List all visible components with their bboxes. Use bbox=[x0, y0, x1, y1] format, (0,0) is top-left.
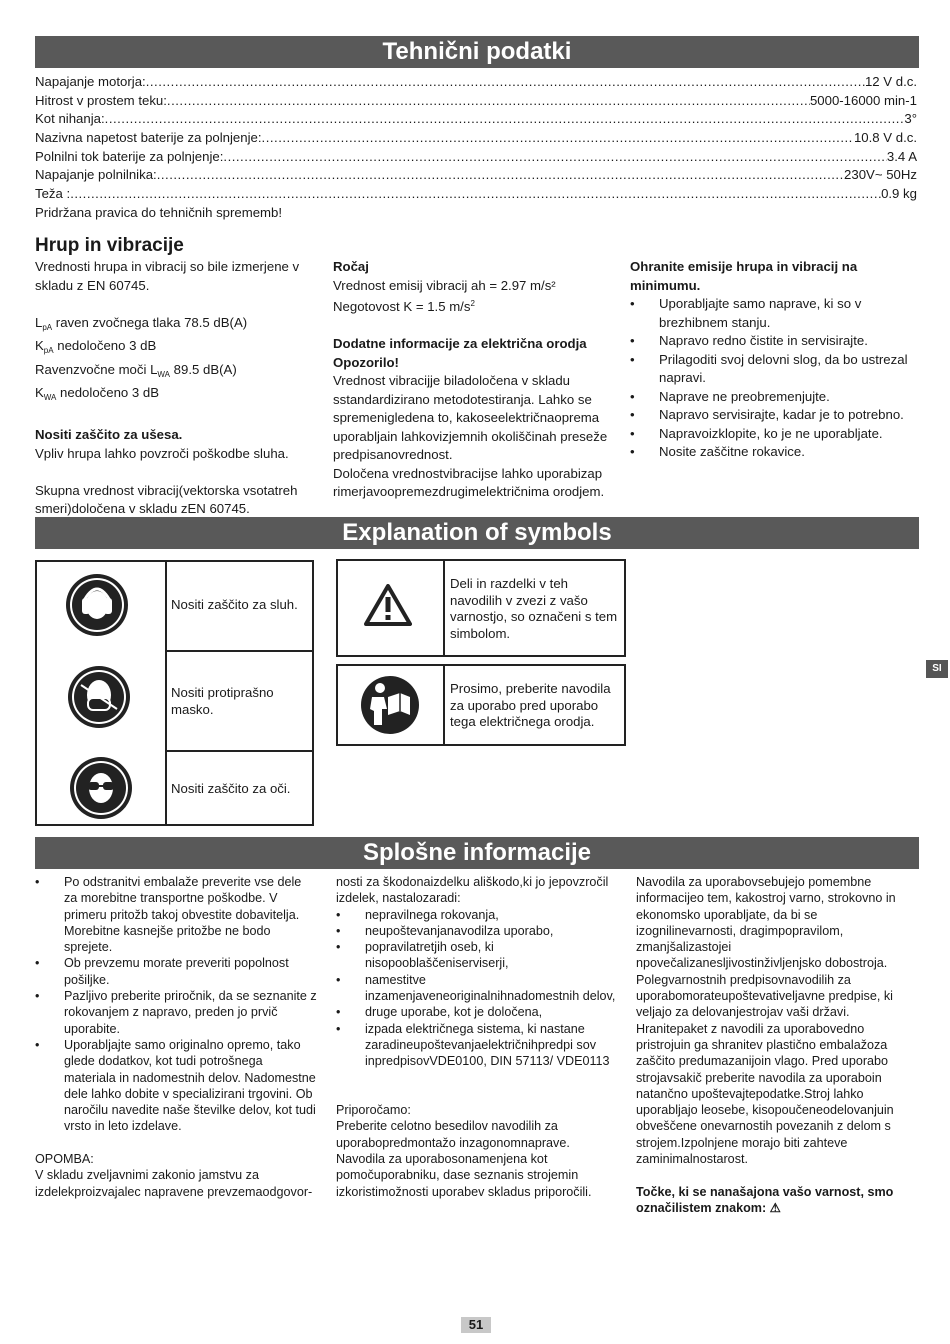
symbol-mask-text: Nositi protiprašno masko. bbox=[171, 685, 274, 717]
list-item: • Ob prevzemu morate preveriti popolnost pošiljke. bbox=[35, 955, 317, 988]
section-title-symbols: Explanation of symbols bbox=[35, 517, 919, 549]
spec-row bbox=[35, 166, 917, 185]
handle-heading: Ročaj bbox=[333, 259, 369, 274]
general-list bbox=[35, 874, 317, 1135]
keep-list bbox=[630, 295, 920, 462]
list-item: • namestitve inzamenjaveneoriginalnihnadomestnih delov, bbox=[336, 972, 620, 1005]
spec-value: 3.4 A bbox=[886, 148, 917, 164]
kwa-line: $K_{WA}$ nedoločeno 3 dB bbox=[35, 385, 160, 402]
list-item: • neupoštevanjanavodilza uporabo, bbox=[336, 923, 620, 939]
handle-uncertainty: Negotovost K = 1.5 $m/s^2$ bbox=[333, 299, 475, 314]
spec-note bbox=[35, 204, 917, 223]
spec-list bbox=[35, 73, 917, 223]
ear-protection-icon bbox=[65, 573, 129, 637]
warranty-list bbox=[336, 907, 620, 1070]
list-item: • Napravoizklopite, ko je ne uporabljate. bbox=[630, 425, 920, 444]
handle-column bbox=[333, 258, 623, 502]
noise-intro: Vrednosti hrupa in vibracij so bile izmerjene v skladu z EN 60745. bbox=[35, 259, 300, 293]
list-item: • Nosite zaščitne rokavice. bbox=[630, 443, 920, 462]
symbol-eye-text: Nositi zaščito za oči. bbox=[171, 781, 291, 796]
symbol-ear-text: Nositi zaščito za sluh. bbox=[171, 597, 298, 612]
determined-text: Določena vrednostvibracijse lahko uporabizap rimerjavoopremezdrugimelektričnima orodjem. bbox=[333, 465, 605, 499]
list-item: • popravilatretjih oseb, ki nisopooblaščeniserviserji, bbox=[336, 939, 620, 972]
total-vibration-text: Skupna vrednost vibracij(vektorska vsotatreh smeri)določena v skladu zEN 60745. bbox=[35, 482, 298, 516]
list-item: • izpada električnega sistema, ki nastane zaradineupoštevanjaelektričnihpredpi sov inpredpisovVDE0100, DIN 57113/ VDE0113 bbox=[336, 1021, 620, 1070]
ear-protection-text: Vpliv hrupa lahko povzroči poškodbe sluha. bbox=[35, 445, 289, 461]
spec-label: Teža : bbox=[35, 186, 71, 202]
spec-value: 0.9 kg bbox=[881, 186, 917, 202]
safety-marker-text: Točke, ki se nanašajona vašo varnost, smo označilistem znakom: ⚠ bbox=[636, 1184, 894, 1215]
spec-label: Napajanje polnilnika: bbox=[35, 167, 157, 183]
list-item: • nepravilnega rokovanja, bbox=[336, 907, 620, 923]
kpa-line: $K_{pA}$ nedoločeno 3 dB bbox=[35, 338, 157, 355]
spec-label: Nazivna napetost baterije za polnjenje: bbox=[35, 130, 262, 146]
spec-value: 10.8 V d.c. bbox=[853, 130, 917, 146]
general-column-2 bbox=[336, 874, 620, 1200]
keep-heading: Ohranite emisije hrupa in vibracij na minimumu. bbox=[630, 259, 858, 293]
page-number: 51 bbox=[461, 1317, 491, 1333]
spec-row bbox=[35, 185, 917, 204]
keep-column bbox=[630, 258, 920, 462]
spec-value: 3° bbox=[904, 111, 917, 127]
list-item: • Napravo redno čistite in servisirajte. bbox=[630, 332, 920, 351]
list-item: • Uporabljajte samo naprave, ki so v brezhibnem stanju. bbox=[630, 295, 920, 332]
noise-column bbox=[35, 234, 320, 519]
spec-row bbox=[35, 129, 917, 148]
list-item: • Pazljivo preberite priročnik, da se seznanite z rokovanjem z napravo, preden jo prvič uporabite. bbox=[35, 988, 317, 1037]
list-item: • Napravo servisirajte, kadar je to potrebno. bbox=[630, 406, 920, 425]
spec-row bbox=[35, 73, 917, 92]
warning-heading: Opozorilo! bbox=[333, 354, 399, 370]
info-heading: Dodatne informacije za električna orodja bbox=[333, 336, 587, 351]
spec-value: 12 V d.c. bbox=[864, 74, 917, 89]
spec-label: Kot nihanja: bbox=[35, 111, 105, 127]
recommend-text: Preberite celotno besedilov navodilih za uporabopredmontažo inzagonomnaprave. Navodila za uporabosonamenjena kot pomočuporabniku, dase seznanis strojemin izkoristimožnosti uporabev skladus priporočili. bbox=[336, 1119, 592, 1199]
lpa-line: $L_{pA}$ raven zvočnega tlaka 78.5 dB(A) bbox=[35, 314, 248, 332]
language-tab: SI bbox=[926, 660, 948, 678]
spec-row bbox=[35, 92, 917, 111]
section-title-general: Splošne informacije bbox=[35, 837, 919, 869]
eye-protection-icon bbox=[69, 756, 133, 820]
spec-value: 5000-16000 min-1 bbox=[809, 92, 917, 108]
spec-row bbox=[35, 148, 917, 167]
section-title-tech: Tehnični podatki bbox=[35, 36, 919, 68]
note-heading: OPOMBA: bbox=[35, 1152, 94, 1167]
warning-text: Vrednost vibracijje biladoločena v skladu sstandardizirano metodotestiranja. Lahko se spremenigledena to, kakoseelektričnaoprema uporabljain lahkovizjemnih okoliščinah preseže predpisanovrednost. bbox=[333, 373, 608, 462]
list-item: • Naprave ne preobremenjujte. bbox=[630, 388, 920, 407]
read-manual-icon bbox=[360, 675, 420, 735]
list-item: • Po odstranitvi embalaže preverite vse dele za morebitne transportne poškodbe. V primeru pritožb takoj obvestite dobavitelja. Morebitne kasnejše pritožbe ne bodo sprejete. bbox=[35, 874, 317, 955]
list-item: • Prilagoditi svoj delovni slog, da bo ustrezal napravi. bbox=[630, 351, 920, 388]
spec-label: Polnilni tok baterije za polnjenje: bbox=[35, 148, 224, 164]
list-item: • Uporabljajte samo originalno opremo, tako glede dodatkov, kot tudi potrošnega materiala in nadomestnih delov. Nadomestne dele lahko dobite v specializirani trgovini. Ob naročilu navedite naše številke delov, kot tudi vrsto in leto izdelave. bbox=[35, 1037, 317, 1135]
spec-note-text: Pridržana pravica do tehničnih sprememb! bbox=[35, 204, 283, 220]
spec-label: Hitrost v prostem teku: bbox=[35, 92, 167, 108]
symbol-warning-text: Deli in razdelki v teh navodilih v zvezi z vašo varnostjo, so označeni s tem simbolom. bbox=[450, 576, 618, 641]
spec-value: 230V~ 50Hz bbox=[844, 167, 917, 183]
handle-emission: Vrednost emisij vibracij ah = 2.97 m/s² bbox=[333, 277, 556, 293]
recommend-heading: Priporočamo: bbox=[336, 1103, 411, 1118]
spec-label: Napajanje motorja: bbox=[35, 74, 146, 89]
note-text: V skladu zveljavnimi zakonio jamstvu za izdelekproizvajalec napravene prevzemaodgovor- bbox=[35, 1168, 313, 1199]
symbol-manual-text: Prosimo, preberite navodila za uporabo pred uporabo tega električnega orodja. bbox=[450, 681, 611, 729]
warranty-intro: nosti za škodonaizdelku ališkodo,ki jo jepovzročil izdelek, nastalozaradi: bbox=[336, 875, 609, 906]
noise-heading: Hrup in vibracije bbox=[35, 235, 184, 256]
list-item: • druge uporabe, kot je določena, bbox=[336, 1004, 620, 1020]
spec-row bbox=[35, 110, 917, 129]
manual-info-text: Navodila za uporabovsebujejo pomembne informacijeo tem, kakostroj varno, strokovno in ekonomsko uporabljate, da bi se izognilinevarnosti, dragimpopravilom, zmanjšalizastojei npovečalizanesljivostinživljenjsko dobostroja. Polegvarnostnih predpisovnavodilih za uporabomorateupoštevativeljavne predpise, ki veljajo za delovanjestrojav vaši državi. Hranitepaket z navodili za uporabovedno pristrojuin ga shranitev plastično embalažoza zaščito predumazanijoin vlago. Pred uporabo strojavsakič preberite navodila za uporaboin natančno upoštevajtepodatke.Stroj lahko uporabljajo leosebe, kisopoučeneodelovanjuin obveščene onevarnostih povezanih z delom s strojem.Izpolnjene morajo biti zahteve zaminimalnostarost. bbox=[636, 875, 896, 1167]
lwa-line: Ravenzvočne moči $L_{WA}$ 89.5 dB(A) bbox=[35, 361, 237, 379]
warning-triangle-icon bbox=[364, 584, 412, 626]
dust-mask-icon bbox=[67, 665, 131, 729]
general-column-3 bbox=[636, 874, 920, 1216]
general-column-1 bbox=[35, 874, 317, 1200]
ear-protection-heading: Nositi zaščito za ušesa. bbox=[35, 427, 183, 442]
